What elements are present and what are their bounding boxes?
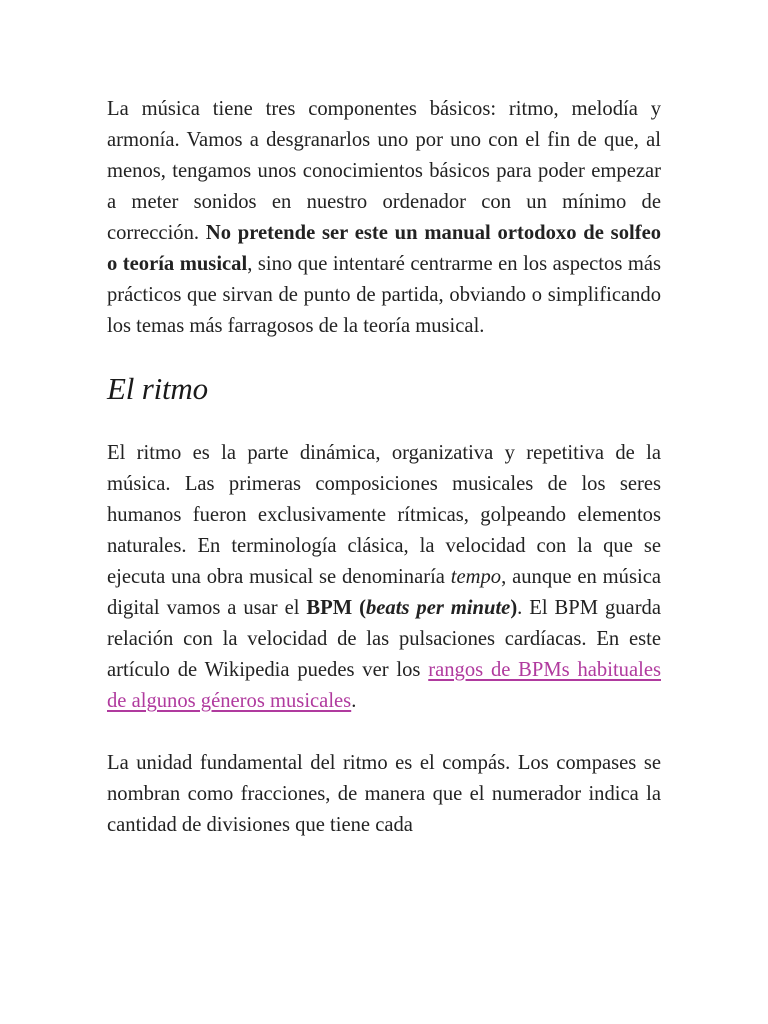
section-heading: El ritmo (107, 371, 208, 406)
intro-text-a: La música tiene tres componentes básicos: ritmo, melodía y armonía. Vamos a desgranarlos uno por uno con el fin de que, al menos, tengamos unos conocimientos básicos para poder empezar a meter sonidos en nuestro ordenador con un mínimo de corrección. (107, 98, 661, 244)
tempo-term: tempo (450, 566, 502, 588)
bpm-expansion: beats per minute (365, 597, 511, 619)
ritmo-text-c: . El BPM guarda relación con la velocidad de las pulsaciones cardíacas. En este artículo de Wikipedia puedes ver los (107, 597, 661, 681)
ritmo-paragraph (107, 438, 661, 717)
ritmo-text-a: El ritmo es la parte dinámica, organizativa y repetitiva de la música. Las primeras composiciones musicales de los seres humanos fueron exclusivamente rítmicas, golpeando elementos naturales. En terminología clásica, la velocidad con la que se ejecuta una obra musical se denominaría (107, 442, 661, 588)
intro-paragraph (107, 94, 661, 342)
compas-paragraph: La unidad fundamental del ritmo es el compás. Los compases se nombran como fracciones, de manera que el numerador indica la cantidad de divisiones que tiene cada (107, 752, 661, 836)
intro-bold-statement: No pretende ser este un manual ortodoxo de solfeo o teoría musical (107, 222, 662, 275)
intro-text-b: , sino que intentaré centrarme en los aspectos más prácticos que sirvan de punto de partida, obviando o simplificando los temas más farragosos de la teoría musical. (107, 253, 661, 337)
bpm-label: BPM ( (306, 597, 366, 619)
ritmo-text-b: , aunque en música digital vamos a usar el (107, 566, 661, 619)
article-body (107, 94, 661, 841)
ritmo-text-d: . (351, 690, 357, 712)
bpm-ranges-link[interactable]: rangos de BPMs habituales de algunos géneros musicales (107, 659, 661, 712)
bpm-term (306, 597, 517, 619)
bpm-close: ) (510, 597, 518, 619)
